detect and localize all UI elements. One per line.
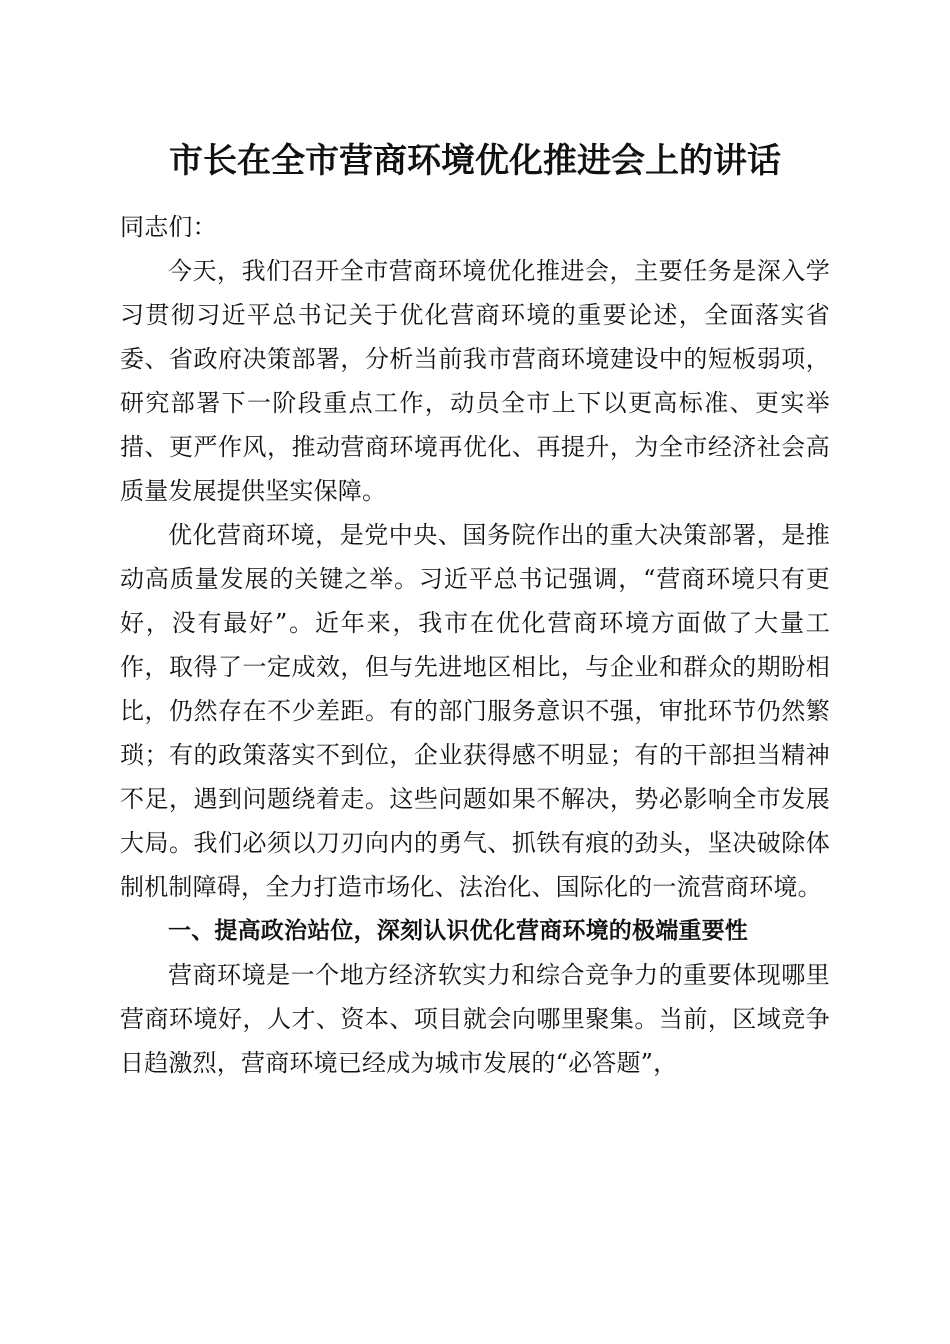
paragraph-intro: 今天，我们召开全市营商环境优化推进会，主要任务是深入学习贯彻习近平总书记关于优化营商环境的重要论述，全面落实省委、省政府决策部署，分析当前我市营商环境建设中的短板弱项，研究部署下一阶段重点工作，动员全市上下以更高标准、更实举措、更严作风，推动营商环境再优化、再提升，为全市经济社会高质量发展提供坚实保障。 (120, 257, 830, 505)
salutation: 同志们： (120, 213, 217, 241)
document-title: 市长在全市营商环境优化推进会上的讲话 (169, 141, 781, 181)
paragraph-section-1: 营商环境是一个地方经济软实力和综合竞争力的重要体现哪里营商环境好，人才、资本、项目就会向哪里聚集。当前，区域竞争日趋激烈，营商环境已经成为城市发展的“必答题”， (120, 961, 830, 1077)
document-body (120, 205, 830, 1085)
section-heading-1: 一、提高政治站位，深刻认识优化营商环境的极端重要性 (168, 918, 748, 944)
paragraph-background: 优化营商环境，是党中央、国务院作出的重大决策部署，是推动高质量发展的关键之举。习近平总书记强调，“营商环境只有更好，没有最好”。近年来，我市在优化营商环境方面做了大量工作，取得了一定成效，但与先进地区相比，与企业和群众的期盼相比，仍然存在不少差距。有的部门服务意识不强，审批环节仍然繁琐；有的政策落实不到位，企业获得感不明显；有的干部担当精神不足，遇到问题绕着走。这些问题如果不解决，势必影响全市发展大局。我们必须以刀刃向内的勇气、抓铁有痕的劲头，坚决破除体制机制障碍，全力打造市场化、法治化、国际化的一流营商环境。 (120, 521, 830, 901)
